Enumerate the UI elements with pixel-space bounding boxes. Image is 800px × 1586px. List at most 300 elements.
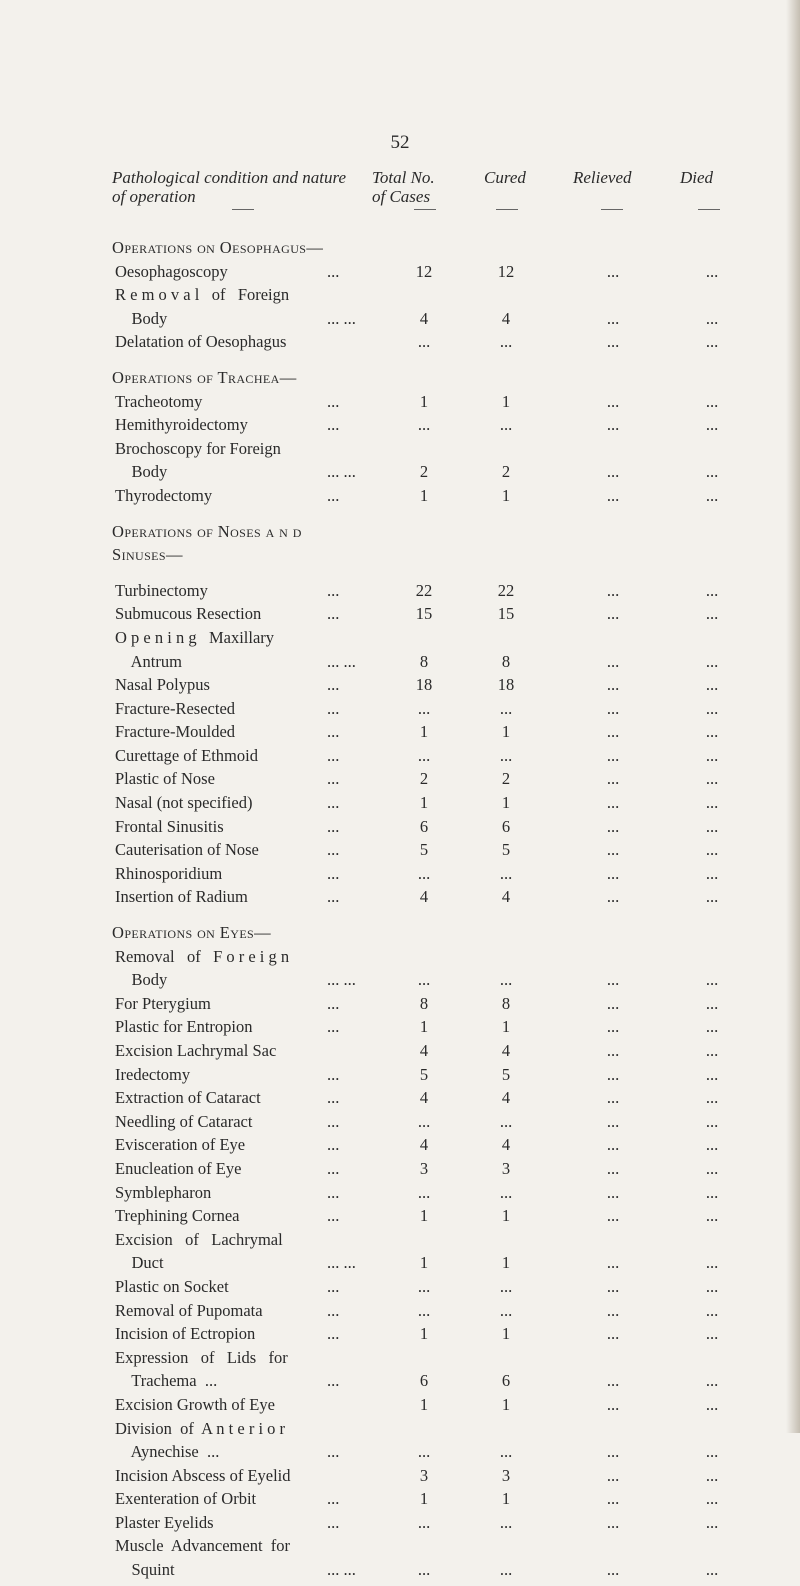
cell-relieved: ...	[606, 1465, 620, 1485]
cell-cured: 5	[501, 840, 511, 860]
cell-cured: 1	[501, 1324, 511, 1344]
cell-total: 2	[419, 462, 429, 482]
operation-name: Symblepharon	[115, 1182, 212, 1202]
operation-name: Muscle Advancement for	[115, 1536, 291, 1556]
leader-dots: ...	[327, 1182, 340, 1202]
operation-name: R e m o v a l of Foreign	[115, 285, 290, 305]
header-rule-cured	[496, 209, 518, 210]
table-row	[0, 1444, 800, 1468]
operation-name: Needling of Cataract	[115, 1111, 253, 1131]
table-row	[0, 946, 800, 973]
leader-dots: ...	[327, 840, 340, 860]
cell-cured: 1	[501, 391, 511, 411]
cell-total: 3	[419, 1465, 429, 1485]
operation-name: Frontal Sinusitis	[115, 816, 224, 836]
table-row	[0, 816, 800, 843]
table-row	[0, 1465, 800, 1492]
cell-died: ...	[705, 1512, 719, 1532]
cell-total: 8	[419, 993, 429, 1013]
cell-total: 1	[419, 485, 429, 505]
operation-name: Body	[115, 462, 168, 482]
operation-name: Nasal Polypus	[115, 675, 210, 695]
cell-relieved: ...	[606, 863, 620, 883]
cell-relieved: ...	[606, 745, 620, 765]
cell-died: ...	[705, 462, 719, 482]
cell-relieved: ...	[606, 415, 620, 435]
cell-cured: ...	[499, 1512, 513, 1532]
cell-cured: 6	[501, 816, 511, 836]
cell-cured: 1	[501, 793, 511, 813]
section-heading-label: Operations on Eyes—	[112, 923, 272, 943]
cell-died: ...	[705, 651, 719, 671]
cell-cured: ...	[499, 863, 513, 883]
cell-died: ...	[705, 1182, 719, 1202]
cell-died: ...	[705, 1206, 719, 1226]
cell-total: 6	[419, 1371, 429, 1391]
operation-name: Turbinectomy	[115, 580, 208, 600]
table-row	[0, 863, 800, 890]
operation-name: O p e n i n g Maxillary	[115, 627, 275, 647]
cell-total: 1	[419, 1253, 429, 1273]
cell-died: ...	[705, 722, 719, 742]
cell-total: 22	[415, 580, 433, 600]
cell-total: ...	[417, 415, 431, 435]
table-row	[0, 677, 800, 701]
leader-dots: ... ...	[327, 970, 356, 990]
cell-total: 2	[419, 769, 429, 789]
cell-relieved: ...	[606, 1041, 620, 1060]
cell-died: ...	[705, 308, 719, 328]
cell-relieved: ...	[606, 970, 620, 990]
cell-total: ...	[417, 863, 431, 883]
header-rule-relieved	[601, 209, 623, 210]
leader-dots: ... ...	[327, 1253, 356, 1273]
cell-died: ...	[705, 793, 719, 813]
cell-cured: 22	[497, 580, 515, 600]
cell-cured: ...	[499, 745, 513, 765]
cell-total: 6	[419, 816, 429, 836]
operation-name: Thyrodectomy	[115, 485, 213, 505]
leader-dots: ... ...	[327, 308, 356, 328]
leader-dots: ...	[327, 1206, 340, 1226]
leader-dots: ...	[327, 745, 340, 765]
header-condition-line2: of operation	[112, 187, 196, 206]
cell-cured: 4	[501, 1041, 511, 1060]
operation-name: Evisceration of Eye	[115, 1135, 246, 1155]
table-row	[0, 1111, 800, 1138]
operation-name: Plastic on Socket	[115, 1276, 229, 1296]
operation-name: Exenteration of Orbit	[115, 1489, 257, 1509]
cell-cured: 15	[497, 604, 515, 624]
cell-died: ...	[705, 1394, 719, 1414]
cell-total: 5	[419, 840, 429, 860]
cell-cured: ...	[499, 415, 513, 435]
table-row	[0, 1019, 800, 1043]
leader-dots: ...	[327, 1324, 340, 1344]
cell-total: ...	[417, 745, 431, 765]
cell-cured: 1	[501, 485, 511, 505]
section-heading-label: Operations of Noses a n d	[112, 521, 302, 541]
table-row	[0, 287, 800, 311]
header-rule-died	[698, 209, 720, 210]
cell-died: ...	[705, 769, 719, 789]
cell-cured: 1	[501, 1206, 511, 1226]
cell-relieved: ...	[606, 1489, 620, 1509]
operation-name: Delatation of Oesophagus	[115, 332, 287, 352]
operation-name: Enucleation of Eye	[115, 1158, 242, 1178]
cell-total: 1	[419, 1324, 429, 1344]
cell-relieved: ...	[606, 1064, 620, 1084]
leader-dots: ...	[327, 1111, 340, 1131]
operation-name: Extraction of Cataract	[115, 1088, 261, 1108]
operation-name: Tracheotomy	[115, 391, 203, 411]
operation-name: Iredectomy	[115, 1064, 191, 1084]
leader-dots: ...	[327, 675, 340, 695]
header-died: Died	[680, 168, 714, 187]
table-row	[0, 842, 800, 866]
cell-relieved: ...	[606, 308, 620, 328]
cell-total: 5	[419, 1064, 429, 1084]
cell-cured: 4	[501, 308, 511, 328]
cell-died: ...	[705, 1442, 719, 1462]
table-row	[0, 745, 800, 772]
cell-relieved: ...	[606, 840, 620, 860]
cell-died: ...	[705, 1088, 719, 1108]
cell-relieved: ...	[606, 793, 620, 813]
table-row	[0, 972, 800, 996]
cell-total: 4	[419, 1088, 429, 1108]
cell-total: 4	[419, 887, 429, 907]
cell-cured: ...	[499, 970, 513, 990]
cell-cured: ...	[499, 1182, 513, 1202]
cell-died: ...	[705, 1324, 719, 1344]
page-edge-shadow	[786, 0, 800, 1433]
header-cured: Cured	[484, 168, 526, 187]
table-row	[0, 334, 800, 358]
cell-relieved: ...	[606, 769, 620, 789]
operation-name: Removal of F o r e i g n	[115, 946, 290, 966]
cell-died: ...	[705, 1064, 719, 1084]
cell-cured: 6	[501, 1371, 511, 1391]
cell-cured: 1	[501, 1394, 511, 1414]
section-heading-label: Operations on Oesophagus—	[112, 238, 324, 257]
cell-cured: 1	[501, 1253, 511, 1273]
table-row	[0, 1394, 800, 1421]
operation-name: Brochoscopy for Foreign	[115, 438, 281, 458]
cell-total: 1	[419, 1489, 429, 1509]
operation-name: For Pterygium	[115, 993, 211, 1013]
table-row	[0, 1158, 800, 1185]
table-row	[0, 795, 800, 819]
leader-dots: ...	[327, 1371, 340, 1391]
cell-cured: 2	[501, 769, 511, 789]
operation-name: Oesophagoscopy	[115, 261, 228, 281]
cell-relieved: ...	[606, 887, 620, 907]
leader-dots: ...	[327, 391, 340, 411]
cell-died: ...	[705, 1158, 719, 1178]
operation-name: Incision Abscess of Eyelid	[115, 1465, 291, 1485]
cell-cured: 4	[501, 1135, 511, 1155]
table-row	[0, 993, 800, 1020]
operations-table	[0, 240, 800, 1586]
operation-name: Hemithyroidectomy	[115, 415, 248, 435]
header-rule-total	[414, 209, 436, 210]
operation-name: Excision Lachrymal Sac	[115, 1041, 277, 1060]
cell-relieved: ...	[606, 462, 620, 482]
cell-cured: ...	[499, 1276, 513, 1296]
table-row	[0, 1538, 800, 1562]
operation-name: Body	[115, 970, 168, 990]
cell-cured: 8	[501, 993, 511, 1013]
leader-dots: ...	[327, 1489, 340, 1509]
cell-died: ...	[705, 332, 719, 352]
section-heading-label: Operations of Trachea—	[112, 367, 297, 387]
operation-name: Division of A n t e r i o r	[115, 1418, 286, 1438]
cell-relieved: ...	[606, 1111, 620, 1131]
table-row	[0, 391, 800, 418]
cell-total: ...	[417, 332, 431, 352]
cell-total: 1	[419, 793, 429, 813]
table-row	[0, 580, 800, 607]
leader-dots: ...	[327, 793, 340, 813]
cell-total: 18	[415, 675, 433, 695]
leader-dots: ...	[327, 816, 340, 836]
cell-died: ...	[705, 415, 719, 435]
cell-died: ...	[705, 1371, 719, 1391]
cell-died: ...	[705, 1560, 719, 1580]
cell-total: ...	[417, 1182, 431, 1202]
cell-relieved: ...	[606, 391, 620, 411]
cell-relieved: ...	[606, 1394, 620, 1414]
cell-died: ...	[705, 580, 719, 600]
leader-dots: ...	[327, 722, 340, 742]
cell-relieved: ...	[606, 1300, 620, 1320]
cell-died: ...	[705, 1465, 719, 1485]
cell-cured: 5	[501, 1064, 511, 1084]
operation-name: Duct	[115, 1253, 164, 1273]
cell-relieved: ...	[606, 1371, 620, 1391]
cell-died: ...	[705, 1489, 719, 1509]
section-heading	[0, 367, 800, 394]
header-condition	[112, 168, 346, 206]
leader-dots: ...	[327, 415, 340, 435]
page-number: 52	[390, 132, 410, 153]
cell-cured: 18	[497, 675, 515, 695]
cell-died: ...	[705, 887, 719, 907]
table-row	[0, 1182, 800, 1209]
cell-relieved: ...	[606, 993, 620, 1013]
cell-cured: ...	[499, 1111, 513, 1131]
cell-total: 1	[419, 391, 429, 411]
cell-died: ...	[705, 1135, 719, 1155]
cell-died: ...	[705, 391, 719, 411]
cell-relieved: ...	[606, 485, 620, 505]
cell-cured: 3	[501, 1158, 511, 1178]
cell-cured: ...	[499, 1560, 513, 1580]
leader-dots: ...	[327, 1442, 340, 1462]
header-total-line1: Total No.	[372, 168, 435, 187]
cell-cured: 1	[501, 1489, 511, 1509]
table-row	[0, 1137, 800, 1161]
cell-total: 8	[419, 651, 429, 671]
cell-relieved: ...	[606, 261, 620, 281]
table-row	[0, 1064, 800, 1091]
cell-relieved: ...	[606, 1088, 620, 1108]
table-row	[0, 771, 800, 795]
leader-dots: ...	[327, 580, 340, 600]
leader-dots: ...	[327, 1064, 340, 1084]
cell-relieved: ...	[606, 604, 620, 624]
table-row	[0, 1373, 800, 1397]
header-rule-condition	[232, 209, 254, 210]
cell-relieved: ...	[606, 1135, 620, 1155]
cell-relieved: ...	[606, 675, 620, 695]
operation-name: Insertion of Radium	[115, 887, 248, 907]
cell-died: ...	[705, 675, 719, 695]
header-condition-line1: Pathological condition and nature	[112, 168, 347, 187]
cell-died: ...	[705, 1041, 719, 1060]
table-row	[0, 724, 800, 748]
cell-relieved: ...	[606, 1206, 620, 1226]
cell-died: ...	[705, 604, 719, 624]
cell-cured: 3	[501, 1465, 511, 1485]
cell-relieved: ...	[606, 1276, 620, 1296]
cell-relieved: ...	[606, 816, 620, 836]
cell-relieved: ...	[606, 1253, 620, 1273]
operation-name: Trephining Cornea	[115, 1206, 240, 1226]
leader-dots: ...	[327, 485, 340, 505]
table-row	[0, 651, 800, 678]
table-row	[0, 889, 800, 913]
table-row	[0, 438, 800, 465]
cell-died: ...	[705, 698, 719, 718]
operation-name: Excision Growth of Eye	[115, 1394, 275, 1414]
leader-dots: ...	[327, 261, 340, 281]
cell-died: ...	[705, 816, 719, 836]
cell-relieved: ...	[606, 1442, 620, 1462]
leader-dots: ...	[327, 993, 340, 1013]
cell-cured: 4	[501, 887, 511, 907]
cell-total: 4	[419, 1041, 429, 1060]
leader-dots: ...	[327, 1158, 340, 1178]
cell-cured: 8	[501, 651, 511, 671]
table-row	[0, 464, 800, 488]
table-row	[0, 1090, 800, 1114]
cell-died: ...	[705, 261, 719, 281]
cell-died: ...	[705, 1111, 719, 1131]
cell-cured: ...	[499, 1300, 513, 1320]
cell-cured: ...	[499, 332, 513, 352]
table-row	[0, 417, 800, 441]
cell-died: ...	[705, 863, 719, 883]
table-row	[0, 1043, 800, 1067]
table-row	[0, 1491, 800, 1515]
cell-died: ...	[705, 1276, 719, 1296]
cell-cured: 4	[501, 1088, 511, 1108]
cell-relieved: ...	[606, 1017, 620, 1037]
operation-name: Body	[115, 308, 168, 328]
leader-dots: ...	[327, 863, 340, 883]
cell-relieved: ...	[606, 722, 620, 742]
section-heading-label: Sinuses—	[112, 545, 183, 565]
leader-dots: ...	[327, 1017, 340, 1037]
leader-dots: ...	[327, 769, 340, 789]
operation-name: Trachema ...	[115, 1371, 218, 1391]
cell-total: 1	[419, 1206, 429, 1226]
leader-dots: ...	[327, 1135, 340, 1155]
table-row	[0, 308, 800, 335]
cell-cured: 1	[501, 722, 511, 742]
cell-relieved: ...	[606, 1158, 620, 1178]
cell-relieved: ...	[606, 580, 620, 600]
cell-died: ...	[705, 745, 719, 765]
operation-name: Submucous Resection	[115, 604, 262, 624]
cell-total: ...	[417, 1111, 431, 1131]
section-heading	[0, 925, 800, 949]
section-heading	[0, 547, 800, 571]
leader-dots: ...	[327, 887, 340, 907]
operation-name: Curettage of Ethmoid	[115, 745, 258, 765]
cell-died: ...	[705, 993, 719, 1013]
cell-cured: ...	[499, 698, 513, 718]
cell-relieved: ...	[606, 1324, 620, 1344]
leader-dots: ...	[327, 1276, 340, 1296]
cell-total: ...	[417, 1560, 431, 1580]
cell-total: 1	[419, 1394, 429, 1414]
cell-relieved: ...	[606, 332, 620, 352]
operation-name: Aynechise ...	[115, 1442, 220, 1462]
operation-name: Plaster Eyelids	[115, 1512, 214, 1532]
operation-name: Antrum	[115, 651, 182, 671]
cell-cured: 12	[497, 261, 515, 281]
leader-dots: ...	[327, 1088, 340, 1108]
cell-total: ...	[417, 1300, 431, 1320]
cell-total: 12	[415, 261, 433, 281]
cell-relieved: ...	[606, 1512, 620, 1532]
table-row	[0, 1347, 800, 1374]
operation-name: Expression of Lids for	[115, 1347, 288, 1367]
cell-total: ...	[417, 1442, 431, 1462]
cell-died: ...	[705, 840, 719, 860]
cell-total: ...	[417, 698, 431, 718]
table-row	[0, 1418, 800, 1445]
leader-dots: ... ...	[327, 651, 356, 671]
cell-died: ...	[705, 1253, 719, 1273]
operation-name: Removal of Pupomata	[115, 1300, 263, 1320]
header-total	[372, 168, 482, 206]
leader-dots: ...	[327, 698, 340, 718]
table-row	[0, 1300, 800, 1327]
table-row	[0, 627, 800, 654]
cell-total: 3	[419, 1158, 429, 1178]
operation-name: Plastic for Entropion	[115, 1017, 253, 1037]
cell-relieved: ...	[606, 1182, 620, 1202]
table-row	[0, 606, 800, 630]
cell-died: ...	[705, 1017, 719, 1037]
cell-total: 1	[419, 722, 429, 742]
leader-dots: ...	[327, 604, 340, 624]
operation-name: Fracture-Moulded	[115, 722, 236, 742]
cell-total: ...	[417, 970, 431, 990]
cell-relieved: ...	[606, 651, 620, 671]
cell-cured: 2	[501, 462, 511, 482]
cell-relieved: ...	[606, 1560, 620, 1580]
cell-died: ...	[705, 1300, 719, 1320]
table-row	[0, 1562, 800, 1586]
operation-name: Cauterisation of Nose	[115, 840, 259, 860]
operation-name: Plastic of Nose	[115, 769, 215, 789]
cell-total: ...	[417, 1276, 431, 1296]
